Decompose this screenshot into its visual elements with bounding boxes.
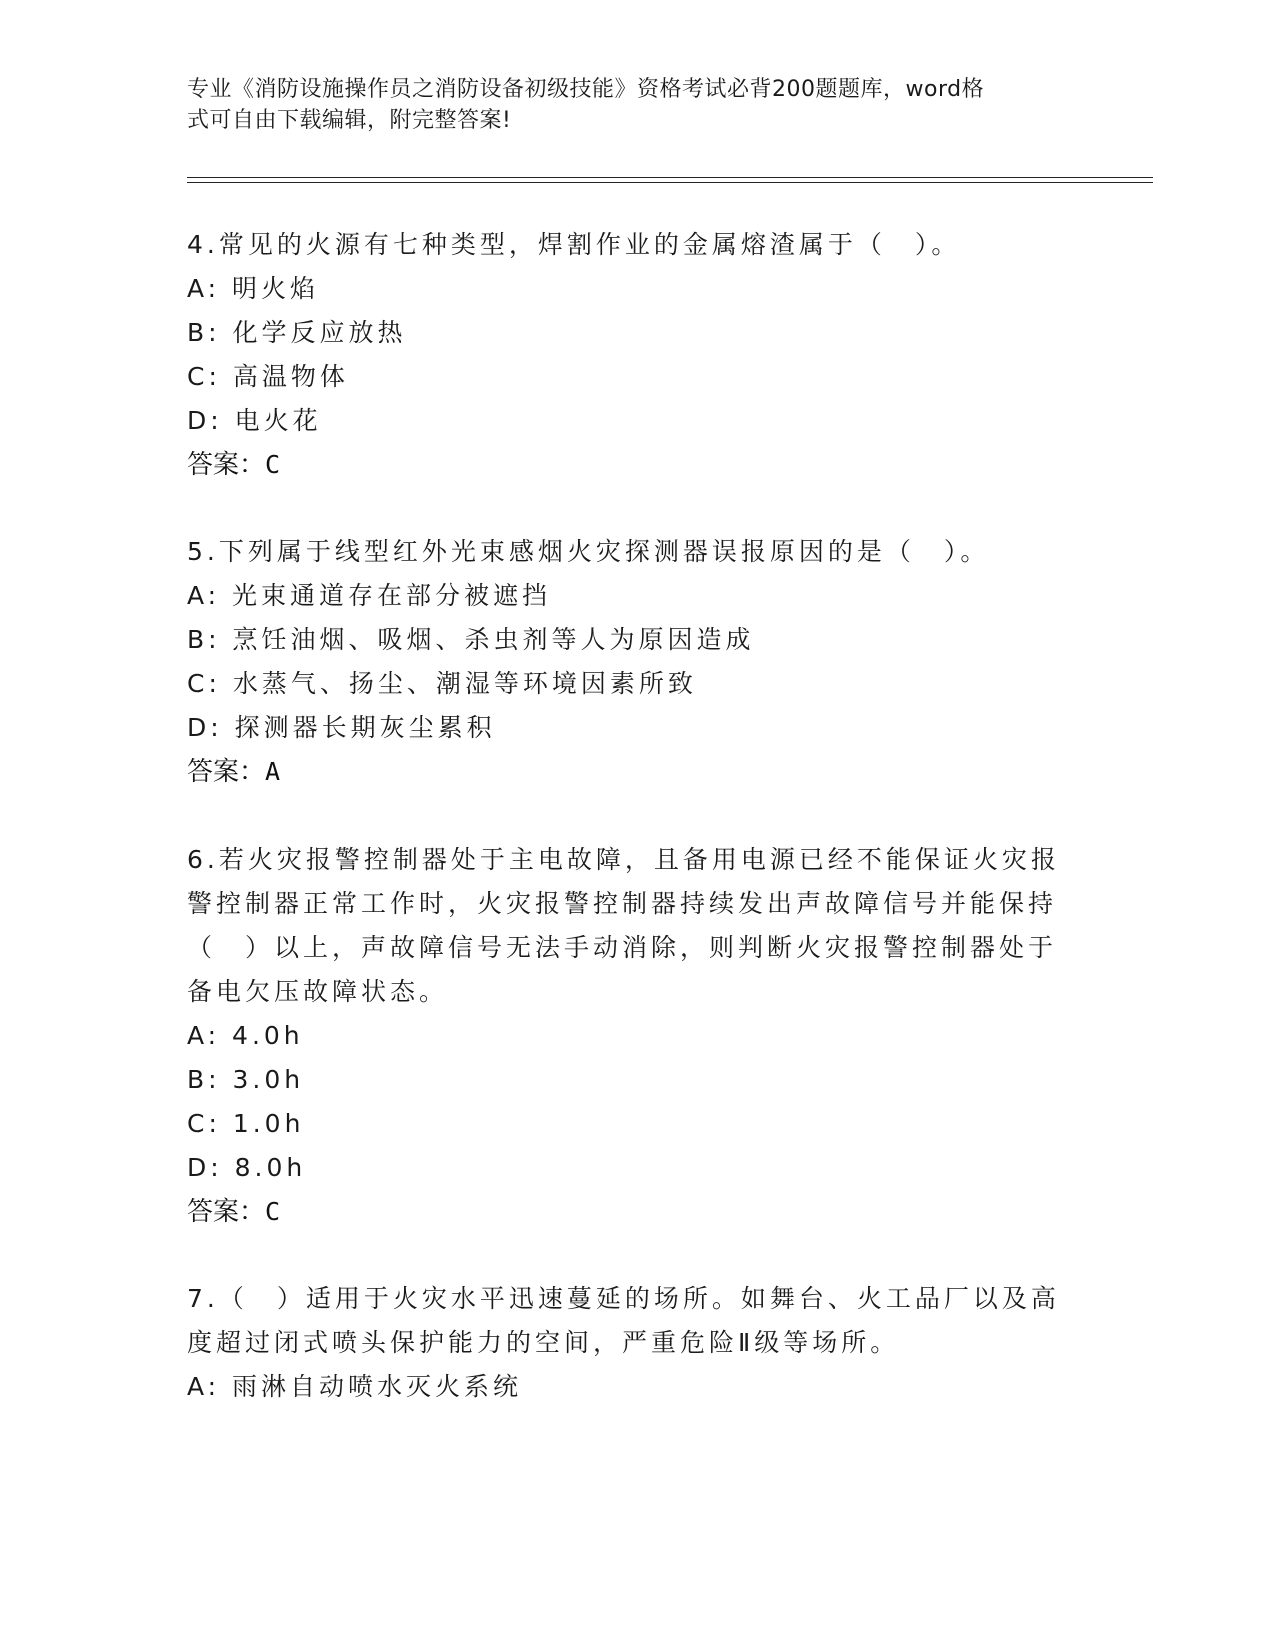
question-6-option-a: A: 4.0h — [187, 1021, 304, 1050]
answer-value: C — [265, 1197, 281, 1226]
answer-value: C — [265, 450, 281, 479]
question-6-option-c: C: 1.0h — [187, 1109, 305, 1138]
question-6-answer — [187, 1197, 280, 1227]
question-7-option-a: A: 雨淋自动喷水灭火系统 — [187, 1372, 523, 1401]
question-6-stem-line-4: 备电欠压故障状态。 — [187, 977, 449, 1006]
question-6-stem-line-2: 警控制器正常工作时，火灾报警控制器持续发出声故障信号并能保持 — [187, 889, 1058, 918]
header-divider-top — [187, 177, 1153, 178]
question-7-stem-line-2: 度超过闭式喷头保护能力的空间，严重危险Ⅱ级等场所。 — [187, 1328, 900, 1357]
answer-label: 答案： — [187, 1197, 266, 1227]
document-header — [187, 74, 1067, 136]
question-6-option-d: D: 8.0h — [187, 1153, 307, 1182]
question-5-option-c: C: 水蒸气、扬尘、潮湿等环境因素所致 — [187, 669, 697, 698]
question-5-stem-line-1: 5.下列属于线型红外光束感烟火灾探测器误报原因的是（ ）。 — [187, 537, 990, 566]
question-4-answer — [187, 450, 280, 480]
header-divider-bottom — [187, 182, 1153, 183]
question-5-option-b: B: 烹饪油烟、吸烟、杀虫剂等人为原因造成 — [187, 625, 755, 654]
header-line-1: 专业《消防设施操作员之消防设备初级技能》资格考试必背200题题库，word格 — [187, 77, 985, 102]
question-6-stem-line-3: （ ）以上，声故障信号无法手动消除，则判断火灾报警控制器处于 — [187, 933, 1058, 962]
question-4-option-c: C: 高温物体 — [187, 362, 349, 391]
question-4-stem-line-1: 4.常见的火源有七种类型，焊割作业的金属熔渣属于（ ）。 — [187, 230, 961, 259]
answer-value: A — [265, 757, 281, 786]
answer-label: 答案： — [187, 450, 266, 480]
question-4-option-d: D: 电火花 — [187, 406, 322, 435]
question-7-stem-line-1: 7.（ ）适用于火灾水平迅速蔓延的场所。如舞台、火工品厂以及高 — [187, 1284, 1060, 1313]
answer-label: 答案： — [187, 757, 266, 787]
header-line-2: 式可自由下载编辑，附完整答案! — [187, 108, 512, 133]
question-4-option-a: A: 明火焰 — [187, 274, 320, 303]
question-5-option-a: A: 光束通道存在部分被遮挡 — [187, 581, 552, 610]
question-5-option-d: D: 探测器长期灰尘累积 — [187, 713, 496, 742]
question-5-answer — [187, 757, 280, 787]
question-4-option-b: B: 化学反应放热 — [187, 318, 407, 347]
question-6-option-b: B: 3.0h — [187, 1065, 305, 1094]
question-6-stem-line-1: 6.若火灾报警控制器处于主电故障，且备用电源已经不能保证火灾报 — [187, 845, 1060, 874]
